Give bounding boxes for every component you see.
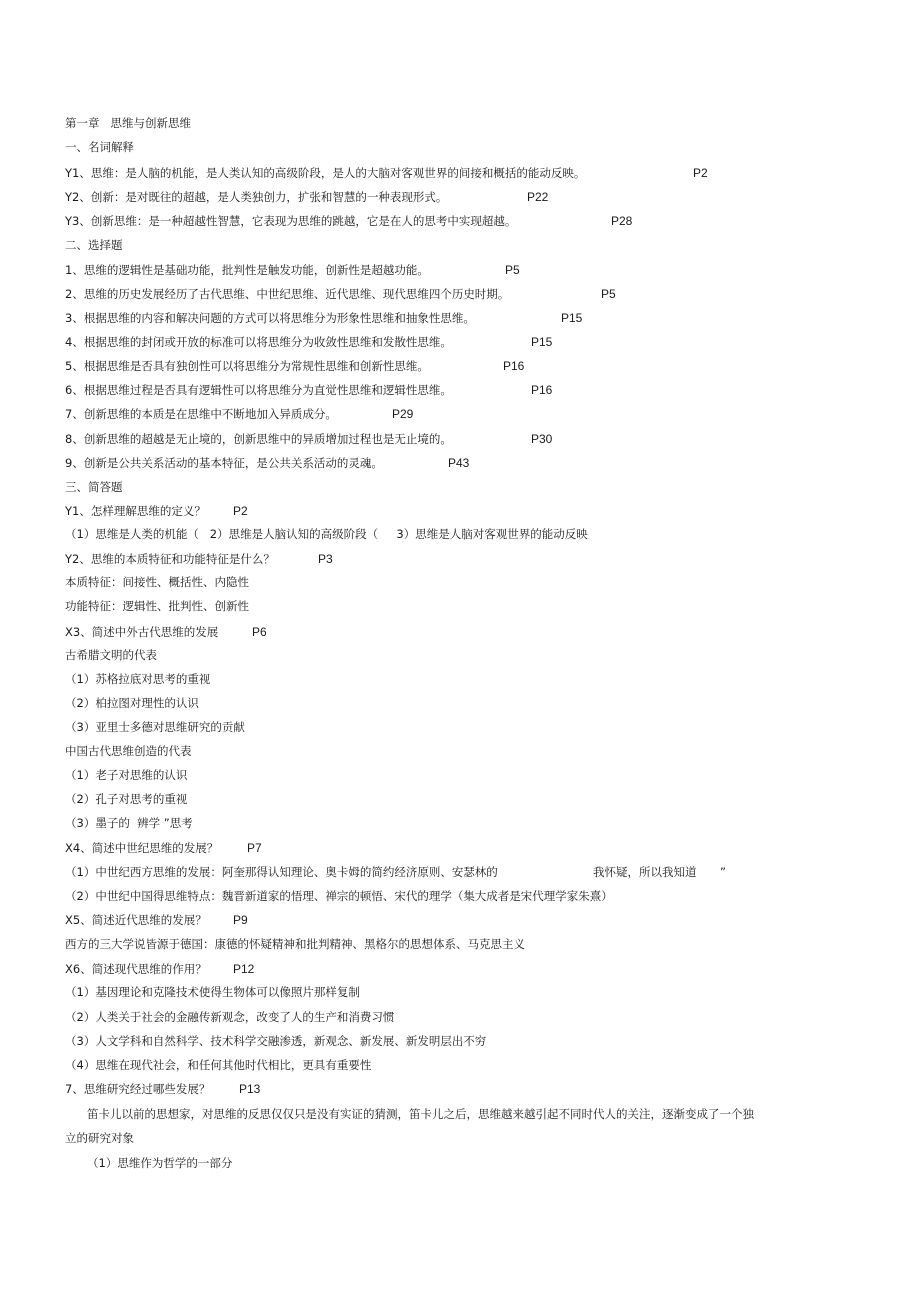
question: X6、简述现代思维的作用？ (65, 962, 207, 976)
choice-item: 8、创新思维的超越是无止境的，创新思维中的异质增加过程也是无止境的。 (65, 432, 452, 446)
choice-item: 1、思维的逻辑性是基础功能，批判性是触发功能，创新性是超越功能。 (65, 263, 429, 277)
page-ref: P43 (448, 456, 470, 470)
answer-line: 功能特征：逻辑性、批判性、创新性 (65, 599, 249, 613)
answer-line: （2）中世纪中国得思维特点：魏晋新道家的悟理、禅宗的顿悟、宋代的理学（集大成者是宋代理学家朱熹） (65, 889, 613, 903)
answer-line: 古希腊文明的代表 (65, 648, 157, 662)
section-heading: 一、名词解释 (65, 140, 134, 154)
page-ref: P2 (693, 166, 708, 180)
term-item: Y1、思维：是人脑的机能，是人类认知的高级阶段，是人的大脑对客观世界的间接和概括的能动反映。 (65, 166, 586, 180)
choice-item: 7、创新思维的本质是在思维中不断地加入异质成分。 (65, 407, 337, 421)
choice-item: 9、创新是公共关系活动的基本特征，是公共关系活动的灵魂。 (65, 456, 383, 470)
question: Y1、怎样理解思维的定义？ (65, 504, 206, 518)
quote-text: 我怀疑，所以我知道 (593, 865, 697, 879)
answer-line: （1）老子对思维的认识 (65, 768, 188, 782)
page-ref: P12 (233, 962, 255, 976)
answer-line: （1）基因理论和克隆技术使得生物体可以像照片那样复制 (65, 985, 360, 999)
page-ref: P13 (239, 1082, 261, 1096)
page-ref: P16 (531, 383, 553, 397)
page-ref: P5 (601, 287, 616, 301)
question: X4、简述中世纪思维的发展？ (65, 841, 219, 855)
paragraph-line: 立的研究对象 (65, 1131, 134, 1145)
answer-line: 中国古代思维创造的代表 (65, 744, 192, 758)
answer-line: （4）思维在现代社会，和任何其他时代相比，更具有重要性 (65, 1058, 372, 1072)
question: Y2、思维的本质特征和功能特征是什么？ (65, 552, 275, 566)
answer-line: （3）亚里士多德对思维研究的贡献 (65, 720, 245, 734)
term-item: Y3、创新思维：是一种超越性智慧，它表现为思维的跳越，它是在人的思考中实现超越。 (65, 214, 517, 228)
section-heading: 二、选择题 (65, 238, 123, 252)
choice-item: 5、根据思维是否具有独创性可以将思维分为常规性思维和创新性思维。 (65, 359, 429, 373)
answer-line: （3）人文学科和自然科学、技术科学交融渗透，新观念、新发展、新发明层出不穷 (65, 1034, 487, 1048)
page-ref: P28 (611, 214, 633, 228)
answer-line: （1）中世纪西方思维的发展：阿奎那得认知理论、奥卡姆的简约经济原则、安瑟林的 (65, 865, 498, 879)
choice-item: 6、根据思维过程是否具有逻辑性可以将思维分为直觉性思维和逻辑性思维。 (65, 383, 452, 397)
choice-item: 4、根据思维的封闭或开放的标准可以将思维分为收敛性思维和发散性思维。 (65, 335, 452, 349)
answer-line: （2）人类关于社会的金融传新观念，改变了人的生产和消费习惯 (65, 1010, 395, 1024)
answer-line: 西方的三大学说皆源于德国：康德的怀疑精神和批判精神、黑格尔的思想体系、马克思主义 (65, 937, 525, 951)
term-item: Y2、创新：是对既往的超越，是人类独创力，扩张和智慧的一种表现形式。 (65, 190, 448, 204)
page-ref: P6 (252, 625, 267, 639)
answer-line: （2）孔子对思考的重视 (65, 792, 188, 806)
answer-line: 本质特征：间接性、概括性、内隐性 (65, 575, 249, 589)
page-ref: P30 (531, 432, 553, 446)
page-ref: P5 (505, 263, 520, 277)
answer-line: （1）苏格拉底对思考的重视 (65, 672, 211, 686)
paragraph-line: 笛卡儿以前的思想家，对思维的反思仅仅只是没有实证的猜测，笛卡儿之后，思维越来越引起不同时代人的关注，逐渐变成了一个独 (87, 1107, 754, 1121)
quote-mark: ” (720, 865, 726, 879)
page-ref: P3 (318, 552, 333, 566)
question: X3、简述中外古代思维的发展 (65, 625, 219, 639)
answer-line: （3）墨子的 辨学 ”思考 (65, 816, 193, 830)
page-ref: P15 (561, 311, 583, 325)
page-ref: P29 (392, 407, 414, 421)
page-ref: P7 (247, 841, 262, 855)
question: 7、思维研究经过哪些发展？ (65, 1082, 211, 1096)
page-ref: P9 (233, 913, 248, 927)
page-ref: P22 (527, 190, 549, 204)
answer-line: （1）思维是人类的机能（ 2）思维是人脑认知的高级阶段（ 3）思维是人脑对客观世界的能动反映 (65, 527, 588, 541)
section-heading: 三、简答题 (65, 480, 123, 494)
choice-item: 3、根据思维的内容和解决问题的方式可以将思维分为形象性思维和抽象性思维。 (65, 311, 475, 325)
question: X5、简述近代思维的发展？ (65, 913, 207, 927)
choice-item: 2、思维的历史发展经历了古代思维、中世纪思维、近代思维、现代思维四个历史时期。 (65, 287, 510, 301)
chapter-title: 第一章 思维与创新思维 (65, 116, 191, 130)
page-ref: P2 (233, 504, 248, 518)
page-ref: P16 (503, 359, 525, 373)
answer-line: （2）柏拉图对理性的认识 (65, 696, 199, 710)
page-ref: P15 (531, 335, 553, 349)
answer-line: （1）思维作为哲学的一部分 (87, 1156, 233, 1170)
